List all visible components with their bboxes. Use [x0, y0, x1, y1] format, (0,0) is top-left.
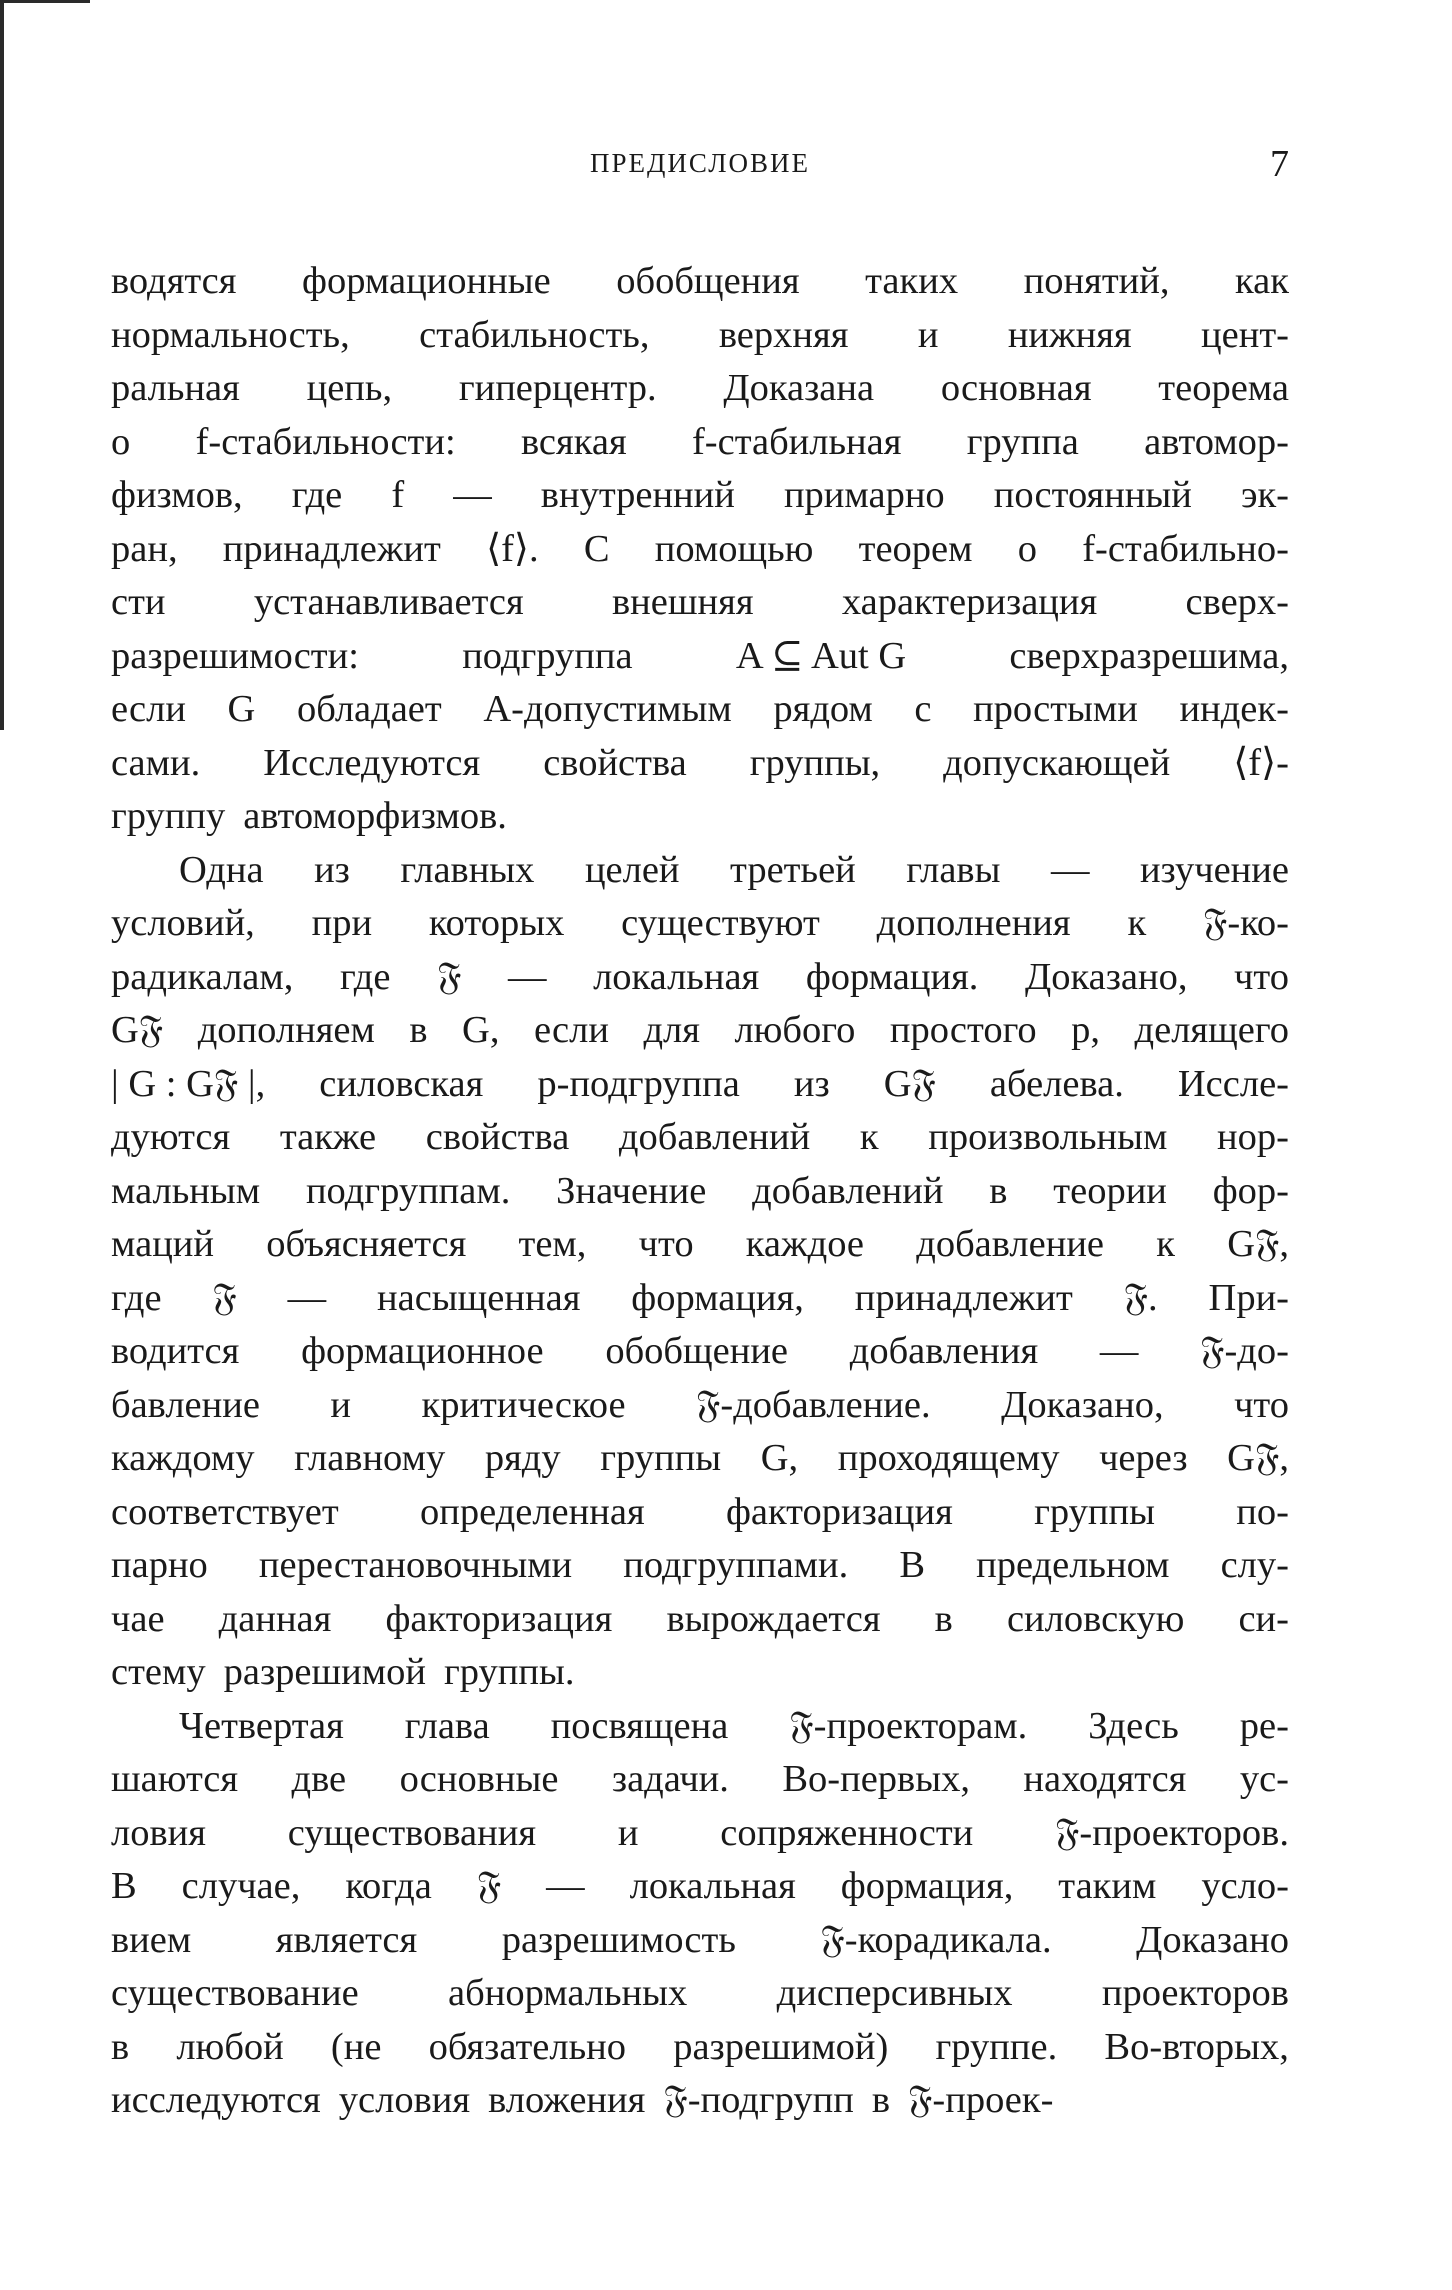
word: и — [330, 1383, 352, 1426]
word: G, — [760, 1437, 799, 1479]
word: формационные — [302, 260, 551, 302]
text-line — [111, 630, 1289, 684]
text-line — [111, 1432, 1289, 1486]
word: свойства — [425, 1116, 570, 1158]
word: Одна — [179, 848, 264, 891]
word: в — [871, 2079, 891, 2121]
word: абелева. — [989, 1062, 1124, 1105]
word: Во-вторых, — [1104, 2025, 1289, 2068]
text-line — [111, 1379, 1289, 1433]
word: устанавливается — [253, 581, 524, 623]
text-line — [111, 1914, 1289, 1968]
word: каждому — [111, 1437, 255, 1479]
text-line — [111, 737, 1289, 791]
word: свойства — [543, 741, 687, 784]
word: определенная — [419, 1490, 645, 1533]
word: группы — [600, 1437, 722, 1479]
word: цепь, — [306, 367, 393, 409]
word: произвольным — [928, 1116, 1168, 1158]
word: посвящена — [550, 1704, 729, 1747]
word: основные — [399, 1758, 559, 1800]
word: перестановочными — [258, 1544, 573, 1586]
word: добавления — [849, 1330, 1039, 1372]
word: — — [1099, 1330, 1139, 1372]
word: 𝔉-проекторам. — [789, 1704, 1028, 1747]
word: сти — [111, 581, 166, 623]
word: и — [617, 1811, 639, 1854]
word: теории — [1053, 1169, 1167, 1212]
word: где — [291, 474, 343, 516]
word: усло- — [1201, 1865, 1289, 1907]
word: Во-первых, — [782, 1758, 970, 1800]
word: существуют — [621, 902, 820, 944]
word: A ⊆ Aut G — [735, 634, 907, 677]
text-line — [111, 790, 1289, 844]
word: группы. — [443, 1651, 575, 1693]
word: к — [859, 1116, 879, 1158]
word: 𝔉-до- — [1200, 1330, 1289, 1372]
word: допускающей — [943, 741, 1171, 784]
word: когда — [345, 1865, 432, 1907]
word: о — [111, 420, 131, 463]
word: Доказано, — [1024, 955, 1188, 998]
word: Четвертая — [179, 1704, 344, 1747]
word: слу- — [1220, 1544, 1289, 1586]
word: водится — [111, 1330, 240, 1372]
text-line — [111, 1539, 1289, 1593]
word: силовскую — [1006, 1597, 1185, 1640]
word: разрешимости: — [111, 634, 359, 677]
word: проекторов — [1101, 1972, 1289, 2014]
word: 𝔉 — [437, 955, 462, 998]
word: к — [1127, 902, 1147, 944]
word: обобщения — [616, 260, 800, 302]
word: парно — [111, 1544, 208, 1586]
word: дополняем — [197, 1009, 375, 1051]
word: стабильность, — [419, 313, 650, 356]
word: простыми — [973, 688, 1138, 730]
word: сверхразрешима, — [1009, 634, 1289, 677]
word: абнормальных — [448, 1972, 688, 2014]
word: | G : G𝔉 |, — [111, 1062, 266, 1105]
word: G𝔉 — [111, 1009, 164, 1051]
text-line — [111, 1165, 1289, 1219]
word: внутренний — [540, 474, 735, 516]
word: в — [934, 1597, 953, 1640]
word: автоморфизмов. — [243, 795, 507, 837]
word: верхняя — [718, 313, 849, 356]
text-line — [111, 2074, 1289, 2128]
word: объясняется — [266, 1223, 467, 1265]
page-number: 7 — [1270, 143, 1289, 185]
word: нижняя — [1007, 313, 1132, 356]
word: эк- — [1240, 474, 1289, 516]
word: при — [311, 902, 373, 944]
word: случае, — [181, 1865, 301, 1907]
word: находятся — [1023, 1758, 1187, 1800]
word: В — [111, 1865, 137, 1907]
word: с — [914, 688, 932, 730]
word: группу — [111, 795, 226, 837]
word: две — [291, 1758, 347, 1800]
word: f-стабильно- — [1082, 527, 1289, 570]
word: группы — [1034, 1490, 1155, 1533]
word: A-допустимым — [483, 688, 732, 730]
word: дополнения — [876, 902, 1071, 944]
text-line — [111, 469, 1289, 523]
word: p, — [1071, 1009, 1101, 1051]
word: понятий, — [1023, 260, 1170, 302]
word: дисперсивных — [776, 1972, 1013, 2014]
word: фор- — [1212, 1169, 1289, 1212]
text-line — [111, 1325, 1289, 1379]
word: глава — [404, 1704, 490, 1747]
word: главному — [294, 1437, 446, 1479]
word: Значение — [556, 1169, 707, 1212]
word: G, — [462, 1009, 500, 1051]
text-line — [111, 1646, 1289, 1700]
word: 𝔉-корадикала. — [820, 1918, 1052, 1961]
word: является — [275, 1918, 418, 1961]
word: формация. — [805, 955, 979, 998]
word: что — [638, 1223, 694, 1265]
word: бавление — [111, 1383, 260, 1426]
text-line — [111, 1486, 1289, 1540]
text-line — [111, 1272, 1289, 1326]
word: ⟨f⟩- — [1233, 741, 1289, 784]
text-line — [111, 1004, 1289, 1058]
word: соответствует — [111, 1490, 339, 1533]
word: разрешимость — [501, 1918, 736, 1961]
word: Доказана — [723, 367, 875, 409]
word: разрешимой) — [673, 2025, 889, 2068]
word: целей — [584, 848, 680, 891]
word: принадлежит — [222, 527, 441, 570]
word: делящего — [1134, 1009, 1289, 1051]
word: простого — [889, 1009, 1037, 1051]
word: группы, — [749, 741, 881, 784]
text-line — [111, 844, 1289, 898]
word: главы — [906, 848, 1001, 891]
word: как — [1235, 260, 1289, 302]
word: и — [917, 313, 939, 356]
word: главных — [400, 848, 535, 891]
word: которых — [428, 902, 565, 944]
word: — — [546, 1865, 585, 1907]
word: 𝔉-проекторов. — [1055, 1811, 1289, 1854]
word: p-подгруппа — [537, 1062, 740, 1105]
word: мальным — [111, 1169, 261, 1212]
text-line — [111, 1753, 1289, 1807]
word: ловия — [111, 1811, 206, 1854]
word: При- — [1208, 1276, 1289, 1319]
word: ⟨f⟩. — [486, 527, 539, 570]
word: через — [1099, 1437, 1188, 1479]
word: задачи. — [611, 1758, 729, 1800]
word: помощью — [654, 527, 814, 570]
word: вырождается — [666, 1597, 881, 1640]
word: подгруппам. — [305, 1169, 511, 1212]
word: существование — [111, 1972, 359, 2014]
word: f-стабильности: — [195, 420, 456, 463]
word: теорем — [858, 527, 973, 570]
word: что — [1234, 955, 1289, 998]
word: подгруппа — [462, 634, 633, 677]
text-line — [111, 416, 1289, 470]
text-line — [111, 1218, 1289, 1272]
word: условий, — [111, 902, 255, 944]
word: радикалам, — [111, 955, 294, 998]
word: любого — [734, 1009, 856, 1051]
word: постоянный — [993, 474, 1192, 516]
word: если — [111, 688, 186, 730]
paragraph — [111, 255, 1289, 844]
word: характеризация — [841, 581, 1098, 623]
body-text — [111, 255, 1289, 2128]
word: физмов, — [111, 474, 243, 516]
word: таким — [1058, 1865, 1157, 1907]
word: насыщенная — [377, 1276, 581, 1319]
word: изучение — [1139, 848, 1289, 891]
word: — — [287, 1276, 327, 1319]
word: вложения — [488, 2079, 646, 2121]
word: из — [793, 1062, 830, 1105]
word: формация, — [631, 1276, 804, 1319]
word: чае — [111, 1597, 165, 1640]
word: цент- — [1201, 313, 1289, 356]
text-line — [111, 2021, 1289, 2075]
word: в — [409, 1009, 428, 1051]
word: всякая — [520, 420, 627, 463]
word: 𝔉-подгрупп — [663, 2079, 854, 2121]
word: локальная — [629, 1865, 796, 1907]
word: гиперцентр. — [458, 367, 657, 409]
scan-edge-tick — [0, 0, 90, 3]
word: из — [314, 848, 350, 891]
word: Иссле- — [1177, 1062, 1289, 1105]
text-line — [111, 309, 1289, 363]
word: основная — [940, 367, 1092, 409]
word: Исследуются — [263, 741, 481, 784]
word: к — [1156, 1223, 1175, 1265]
word: С — [583, 527, 610, 570]
word: в — [111, 2025, 130, 2068]
text-line — [111, 1700, 1289, 1754]
word: факторизация — [385, 1597, 613, 1640]
word: добавлений — [752, 1169, 944, 1212]
word: данная — [218, 1597, 332, 1640]
text-line — [111, 1967, 1289, 2021]
word: исследуются — [111, 2079, 321, 2121]
word: Доказано, — [1001, 1383, 1164, 1426]
word: таких — [865, 260, 959, 302]
word: добавлений — [618, 1116, 811, 1158]
word: — — [508, 955, 547, 998]
text-line — [111, 951, 1289, 1005]
text-line — [111, 523, 1289, 577]
word: разрешимой — [223, 1651, 426, 1693]
word: дуются — [111, 1116, 231, 1158]
word: формация, — [840, 1865, 1014, 1907]
word: G𝔉, — [1227, 1223, 1289, 1265]
word: 𝔉-проек- — [908, 2079, 1054, 2121]
word: маций — [111, 1223, 214, 1265]
word: 𝔉-ко- — [1202, 902, 1289, 944]
text-line — [111, 362, 1289, 416]
word: ральная — [111, 367, 240, 409]
word: ран, — [111, 527, 178, 570]
word: где — [111, 1276, 162, 1319]
text-line — [111, 1593, 1289, 1647]
word: внешняя — [612, 581, 754, 623]
word: теорема — [1158, 367, 1289, 409]
word: обязательно — [428, 2025, 627, 2068]
word: вием — [111, 1918, 192, 1961]
word: 𝔉 — [476, 1865, 502, 1907]
word: ряду — [484, 1437, 561, 1479]
word: автомор- — [1144, 420, 1289, 463]
word: сверх- — [1185, 581, 1289, 623]
word: где — [339, 955, 391, 998]
word: — — [1050, 848, 1090, 891]
word: добавление — [916, 1223, 1105, 1265]
running-head: ПРЕДИСЛОВИЕ — [589, 148, 811, 178]
word: рядом — [773, 688, 873, 730]
word: третьей — [730, 848, 856, 891]
word: Здесь — [1088, 1704, 1179, 1747]
page-header — [111, 143, 1289, 188]
word: Доказано — [1136, 1918, 1289, 1961]
word: си- — [1238, 1597, 1289, 1640]
word: локальная — [593, 955, 760, 998]
word: группе. — [935, 2025, 1058, 2068]
word: 𝔉-добавление. — [696, 1383, 931, 1426]
word: G𝔉, — [1227, 1437, 1289, 1479]
word: f — [391, 474, 405, 516]
word: сопряженности — [720, 1811, 974, 1854]
word: группа — [966, 420, 1079, 463]
word: нор- — [1217, 1116, 1289, 1158]
word: предельном — [976, 1544, 1170, 1586]
word: индек- — [1179, 688, 1289, 730]
word: каждое — [745, 1223, 865, 1265]
text-line — [111, 897, 1289, 951]
text-line — [111, 1807, 1289, 1861]
word: также — [279, 1116, 377, 1158]
word: f-стабильная — [691, 420, 902, 463]
word: ре- — [1239, 1704, 1289, 1747]
word: факторизация — [725, 1490, 953, 1533]
word: водятся — [111, 260, 237, 302]
word: если — [533, 1009, 609, 1051]
word: принадлежит — [854, 1276, 1073, 1319]
word: силовская — [319, 1062, 484, 1105]
word: условия — [338, 2079, 471, 2121]
text-line — [111, 576, 1289, 630]
text-line — [111, 1058, 1289, 1112]
word: любой — [176, 2025, 284, 2068]
text-line — [111, 255, 1289, 309]
word: нормальность, — [111, 313, 350, 356]
word: примарно — [783, 474, 945, 516]
word: формационное — [301, 1330, 544, 1372]
scan-edge-line — [0, 0, 4, 730]
word: 𝔉 — [212, 1276, 237, 1319]
word: проходящему — [837, 1437, 1060, 1479]
word: G — [227, 688, 256, 730]
word: критическое — [421, 1383, 626, 1426]
word: что — [1234, 1383, 1289, 1426]
word: сами. — [111, 741, 201, 784]
word: существования — [287, 1811, 537, 1854]
text-line — [111, 1111, 1289, 1165]
word: тем, — [518, 1223, 587, 1265]
word: G𝔉 — [883, 1062, 936, 1105]
word: в — [989, 1169, 1008, 1212]
text-line — [111, 683, 1289, 737]
paragraph — [111, 1700, 1289, 2128]
text-line — [111, 1860, 1289, 1914]
word: обобщение — [605, 1330, 789, 1372]
word: обладает — [296, 688, 442, 730]
word: для — [643, 1009, 700, 1051]
word: ус- — [1239, 1758, 1289, 1800]
word: стему — [111, 1651, 206, 1693]
paragraph — [111, 844, 1289, 1700]
word: о — [1017, 527, 1037, 570]
word: по- — [1236, 1490, 1289, 1533]
word: 𝔉. — [1123, 1276, 1158, 1319]
word: шаются — [111, 1758, 239, 1800]
word: подгруппами. — [623, 1544, 849, 1586]
word: В — [899, 1544, 926, 1586]
word: (не — [330, 2025, 382, 2068]
word: — — [453, 474, 492, 516]
